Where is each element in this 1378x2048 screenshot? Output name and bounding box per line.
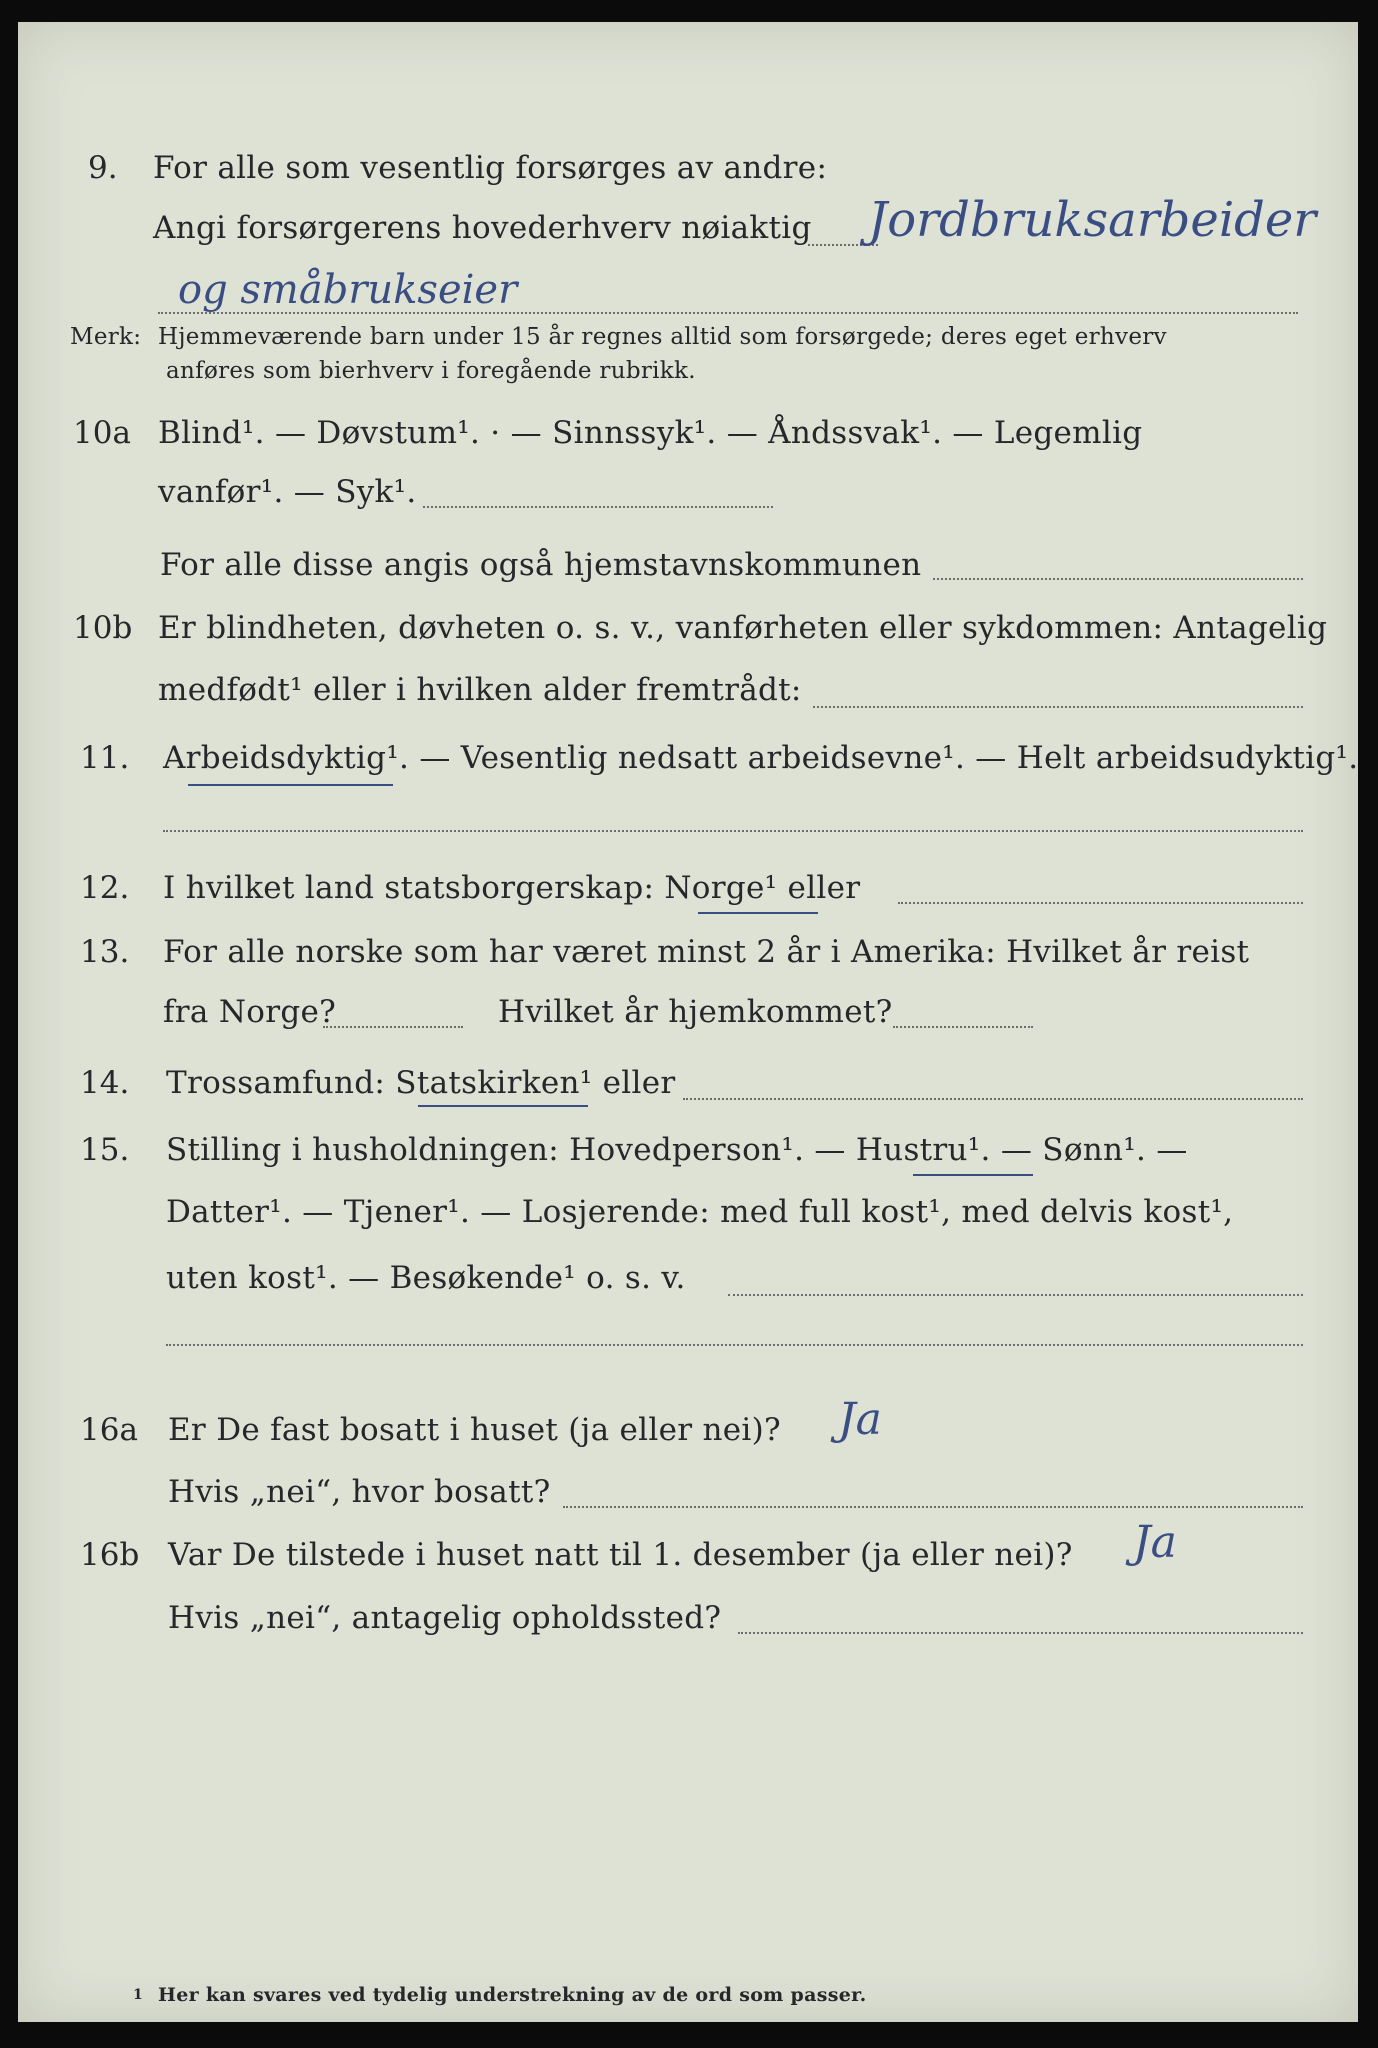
q16a-line1: Er De fast bosatt i huset (ja eller nei)?: [168, 1412, 781, 1448]
q11-handwritten-underline: [188, 784, 393, 786]
q14-line1: Trossamfund: Statskirken¹ eller: [166, 1065, 676, 1101]
merk-label: Merk:: [70, 324, 142, 350]
q10b-line2: medfødt¹ eller i hvilken alder fremtrådt:: [158, 672, 802, 708]
q11-line1: Arbeidsdyktig¹. — Vesentlig nedsatt arbeidsevne¹. — Helt arbeidsudyktig¹.: [163, 740, 1359, 776]
q13-number: 13.: [80, 934, 130, 970]
q9-line2: Angi forsørgerens hovederhverv nøiaktig: [153, 210, 812, 246]
q15-handwritten-underline: [913, 1174, 1033, 1176]
census-form-page: [18, 22, 1358, 2022]
q16a-number: 16a: [80, 1412, 138, 1448]
q15-answer-line: [728, 1294, 1303, 1296]
q14-answer-line: [683, 1098, 1303, 1100]
q16a-answer-line: [563, 1506, 1303, 1508]
q16a-line2: Hvis „nei“, hvor bosatt?: [168, 1474, 551, 1510]
q12-number: 12.: [80, 870, 130, 906]
q13-answer-line-b: [893, 1026, 1033, 1028]
q10a-answer-line: [423, 506, 773, 508]
q13-line2b: Hvilket år hjemkommet?: [498, 994, 893, 1030]
q10a-line1: Blind¹. — Døvstum¹. · — Sinnssyk¹. — Åndssvak¹. — Legemlig: [158, 415, 1143, 451]
merk-line2: anføres som bierhverv i foregående rubrikk.: [166, 358, 696, 384]
q14-number: 14.: [80, 1065, 130, 1101]
q15-answer-line-2: [166, 1344, 1303, 1346]
q15-line1: Stilling i husholdningen: Hovedperson¹. — Hustru¹. — Sønn¹. —: [166, 1132, 1188, 1168]
q16a-handwritten-answer: Ja: [838, 1394, 882, 1445]
q12-handwritten-underline: [698, 912, 818, 914]
merk-line1: Hjemmeværende barn under 15 år regnes alltid som forsørgede; deres eget erhverv: [158, 324, 1167, 350]
q16b-answer-line: [738, 1632, 1303, 1634]
q12-line1: I hvilket land statsborgerskap: Norge¹ eller: [163, 870, 861, 906]
q16b-line1: Var De tilstede i huset natt til 1. desember (ja eller nei)?: [168, 1537, 1073, 1573]
q9-line1: For alle som vesentlig forsørges av andre:: [153, 150, 828, 186]
footnote-mark: 1: [133, 1987, 144, 2003]
q16b-handwritten-answer: Ja: [1133, 1517, 1177, 1568]
q16b-line2: Hvis „nei“, antagelig opholdssted?: [168, 1600, 722, 1636]
q10b-number: 10b: [73, 610, 133, 646]
q12-answer-line: [898, 902, 1303, 904]
q15-line3: uten kost¹. — Besøkende¹ o. s. v.: [166, 1260, 686, 1296]
q13-line1: For alle norske som har været minst 2 år i Amerika: Hvilket år reist: [163, 934, 1250, 970]
q16b-number: 16b: [80, 1537, 140, 1573]
q11-answer-line: [163, 830, 1303, 832]
q13-line2a: fra Norge?: [163, 994, 337, 1030]
q9-handwritten-answer1: Jordbruksarbeider: [868, 192, 1317, 248]
q10a-line2: vanfør¹. — Syk¹.: [158, 474, 417, 510]
q10a-line3: For alle disse angis også hjemstavnskommunen: [160, 547, 922, 583]
q15-line2: Datter¹. — Tjener¹. — Losjerende: med full kost¹, med delvis kost¹,: [166, 1194, 1234, 1230]
q10a-number: 10a: [73, 415, 131, 451]
q13-answer-line-a: [323, 1026, 463, 1028]
q10b-answer-line: [813, 706, 1303, 708]
q10b-line1: Er blindheten, døvheten o. s. v., vanførheten eller sykdommen: Antagelig: [158, 610, 1328, 646]
footnote-text: Her kan svares ved tydelig understrekning av de ord som passer.: [158, 1984, 867, 2006]
q15-number: 15.: [80, 1132, 130, 1168]
q9-handwritten-answer2: og småbrukseier: [178, 267, 518, 313]
q14-handwritten-underline: [418, 1105, 588, 1107]
q11-number: 11.: [80, 740, 130, 776]
q10a-answer-line-2: [933, 578, 1303, 580]
q9-answer-line-2: [158, 312, 1298, 314]
q9-number: 9.: [88, 150, 118, 186]
